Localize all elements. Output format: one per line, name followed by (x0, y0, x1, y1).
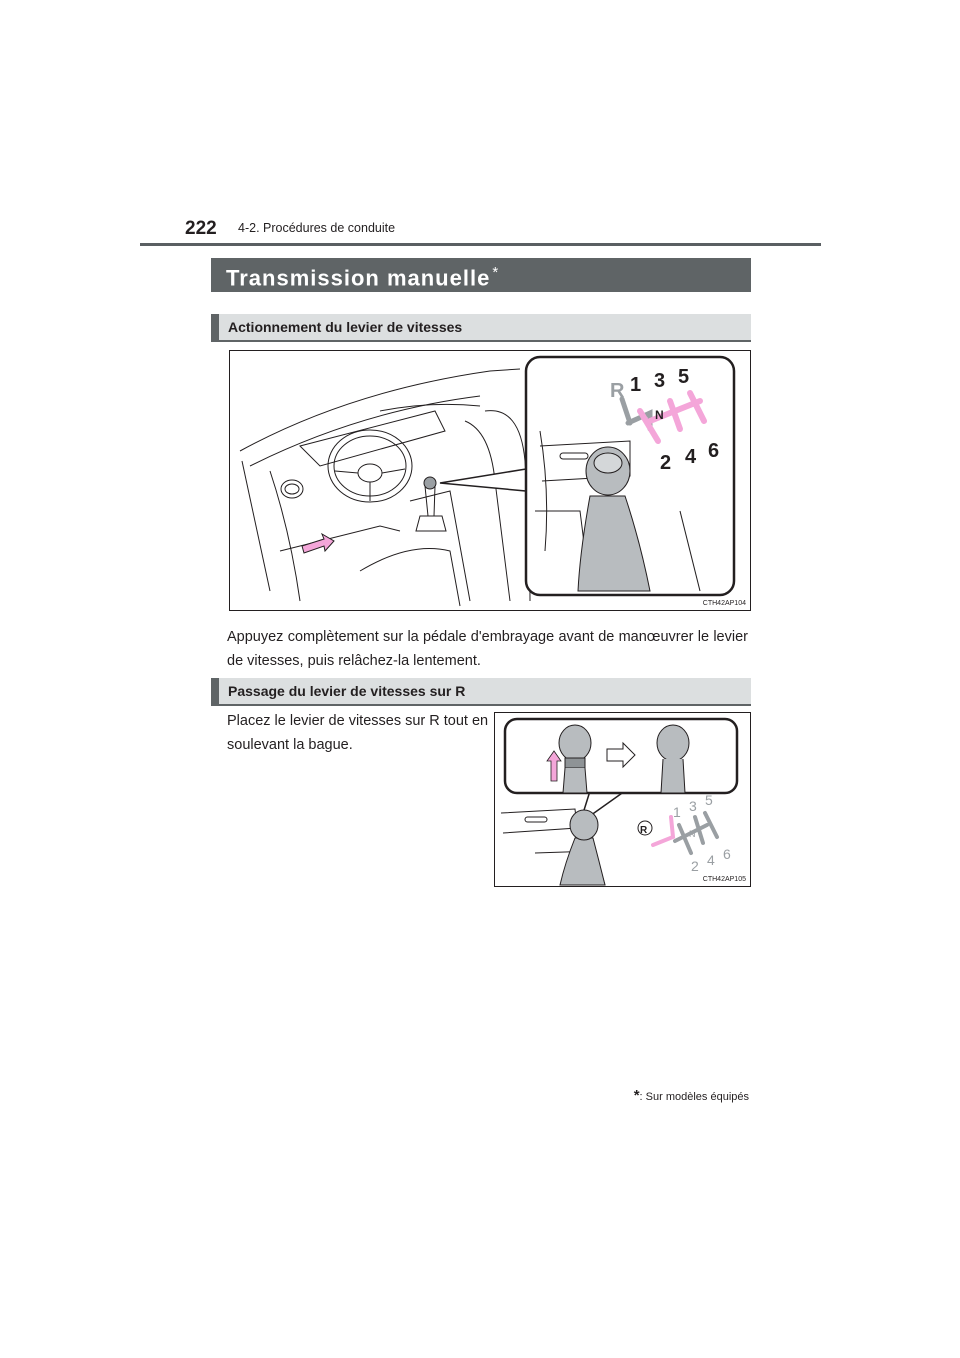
page-number: 222 (185, 218, 217, 239)
paragraph-clutch-instruction: Appuyez complètement sur la pédale d'embrayage avant de manœuvrer le levier de vitesses, puis relâchez-la lentement. (227, 629, 748, 669)
subheading-reverse: Passage du levier de vitesses sur R (211, 678, 751, 706)
page-title: Transmission manuelle * (226, 264, 500, 291)
gear-label-6: 6 (723, 846, 731, 862)
gear-label-2: 2 (660, 452, 672, 474)
gear-label-3: 3 (654, 370, 666, 392)
gear-label-1: 1 (673, 804, 681, 820)
gear-label-2: 2 (691, 858, 699, 874)
figure-code: CTH42AP105 (702, 876, 746, 883)
footnote: *: Sur modèles équipés (633, 1087, 749, 1104)
gear-label-n: N (689, 829, 696, 839)
gear-label-r: R (610, 380, 625, 402)
gear-label-6: 6 (708, 440, 720, 462)
cabin-illustration (230, 351, 750, 610)
gear-label-n: N (655, 408, 664, 422)
header-rule (140, 243, 821, 246)
figure-code: CTH42AP104 (702, 600, 746, 607)
gear-label-3: 3 (689, 798, 697, 814)
gear-label-4: 4 (685, 446, 697, 468)
paragraph-reverse-instruction: Placez le levier de vitesses sur R tout en soulevant la bague. (227, 713, 489, 753)
figure-cabin-shift-lever (229, 350, 751, 611)
subheading-shift-lever: Actionnement du levier de vitesses (211, 314, 751, 342)
figure-reverse-ring (494, 712, 751, 887)
gear-label-5: 5 (678, 366, 690, 388)
gear-label-r: R (640, 825, 648, 836)
gear-label-1: 1 (630, 374, 642, 396)
section-title: 4-2. Procédures de conduite (238, 221, 396, 235)
gear-label-4: 4 (707, 852, 715, 868)
gear-label-5: 5 (705, 792, 713, 808)
reverse-illustration (495, 713, 750, 886)
